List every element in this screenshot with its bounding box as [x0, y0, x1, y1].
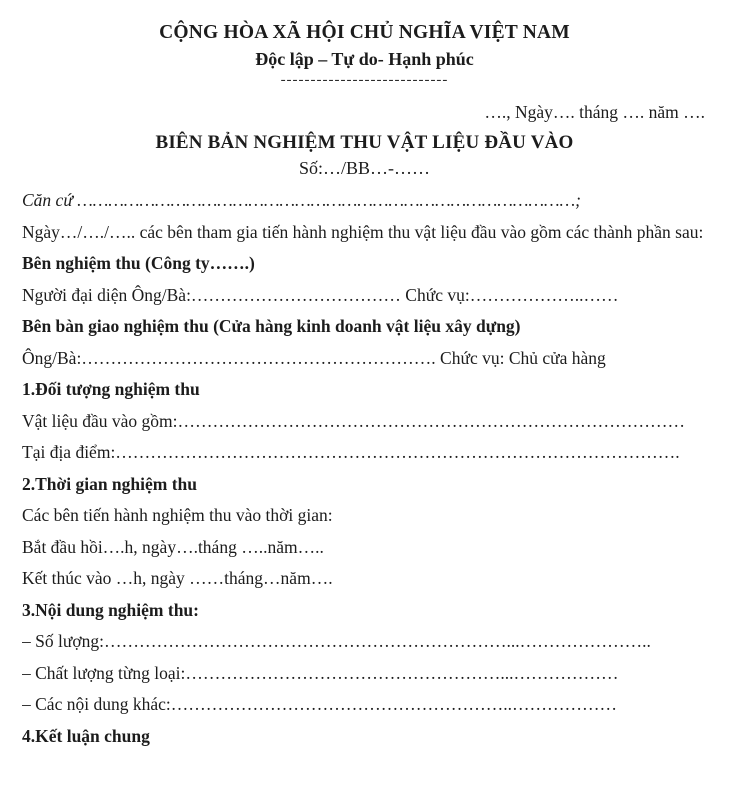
national-title: CỘNG HÒA XÃ HỘI CHỦ NGHĨA VIỆT NAM — [159, 22, 570, 43]
document-number: Số:…/BB…-…… — [298, 158, 431, 178]
nguoi-dai-dien-line: Người đại diện Ông/Bà:……………………………… Chức vụ:………………..…… — [22, 284, 619, 305]
section-1-heading: 1.Đối tượng nghiệm thu — [22, 379, 200, 399]
can-cu-line: Căn cứ ……………………………………………………………………………………; — [22, 190, 581, 210]
motto: Độc lập – Tự do- Hạnh phúc — [255, 49, 474, 69]
document-title: BIÊN BẢN NGHIỆM THU VẬT LIỆU ĐẦU VÀO — [155, 132, 574, 153]
section-3-heading: 3.Nội dung nghiệm thu: — [22, 599, 199, 620]
bat-dau-line: Bắt đầu hồi….h, ngày….tháng …..năm….. — [22, 536, 324, 557]
intro-paragraph: Ngày…/…./….. các bên tham gia tiến hành nghiệm thu vật liệu đầu vào gồm các thành phần sau: — [22, 221, 704, 242]
document-body — [22, 188, 707, 749]
so-luong-line: – Số lượng:……………………………………………………………...………………….. — [22, 631, 651, 651]
section-2-heading: 2.Thời gian nghiệm thu — [22, 473, 198, 494]
ong-ba-line: Ông/Bà:……………………………………………………. Chức vụ: Chủ cửa hàng — [22, 347, 606, 368]
vat-lieu-line: Vật liệu đầu vào gồm:…………………………………………………………………………… — [22, 410, 686, 431]
ben-nghiem-thu-heading: Bên nghiệm thu (Công ty…….) — [22, 253, 255, 273]
ket-thuc-line: Kết thúc vào …h, ngày ……tháng…năm…. — [22, 568, 333, 588]
chat-luong-line: – Chất lượng từng loại:………………………………………………...……………… — [22, 662, 619, 683]
noi-dung-khac-line: – Các nội dung khác:…………………………………………………..……………… — [22, 694, 617, 714]
separator-line: ---------------------------- — [280, 72, 449, 88]
section-4-heading: 4.Kết luận chung — [22, 725, 150, 746]
thoi-gian-intro-line: Các bên tiến hành nghiệm thu vào thời gian: — [22, 505, 333, 525]
ben-ban-giao-heading: Bên bàn giao nghiệm thu (Cửa hàng kinh doanh vật liệu xây dựng) — [22, 316, 521, 336]
tai-dia-diem-line: Tại địa điểm:……………………………………………………………………………………. — [22, 442, 680, 462]
date-line: …., Ngày…. tháng …. năm …. — [484, 102, 705, 122]
